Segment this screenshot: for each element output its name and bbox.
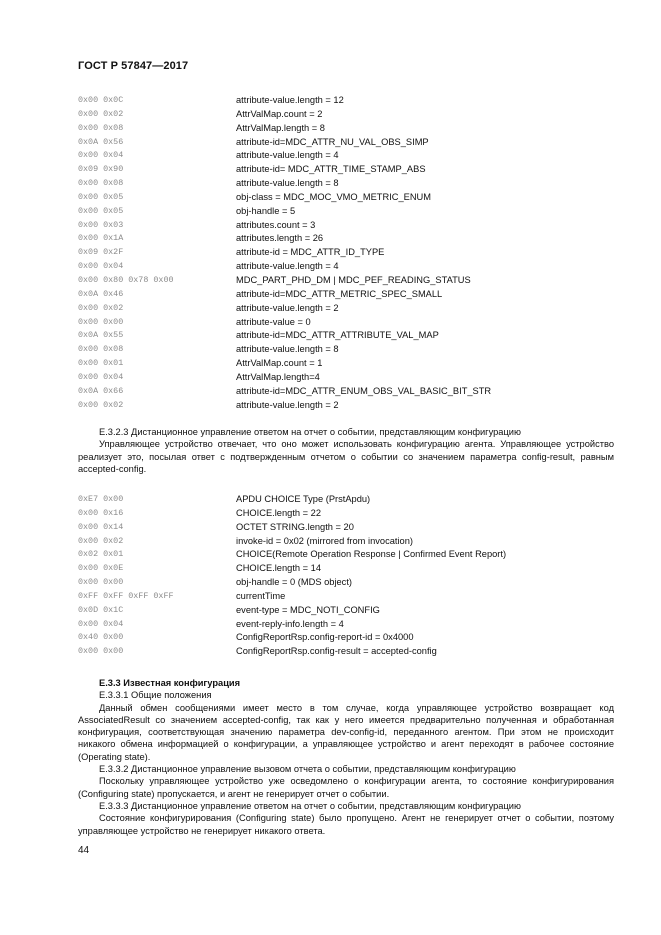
field-description: invoke-id = 0x02 (mirrored from invocation) bbox=[236, 535, 413, 546]
hex-bytes: 0x0A 0x46 bbox=[78, 288, 124, 299]
code-row bbox=[78, 302, 618, 316]
field-description: attribute-id=MDC_ATTR_ENUM_OBS_VAL_BASIC_BIT_STR bbox=[236, 385, 492, 396]
hex-bytes: 0x00 0x00 bbox=[78, 646, 124, 657]
field-description: currentTime bbox=[236, 590, 286, 601]
hex-bytes: 0x00 0x00 bbox=[78, 316, 124, 327]
code-row bbox=[78, 507, 618, 521]
document-header: ГОСТ Р 57847—2017 bbox=[78, 60, 189, 72]
field-description: attribute-id=MDC_ATTR_ATTRIBUTE_VAL_MAP bbox=[236, 330, 439, 341]
code-row bbox=[78, 399, 618, 413]
field-description: attributes.count = 3 bbox=[236, 219, 316, 230]
code-row bbox=[78, 645, 618, 659]
section-e323-heading: Е.3.2.3 Дистанционное управление ответом на отчет о событии, представляющим конфигурацию bbox=[99, 427, 521, 437]
code-row bbox=[78, 618, 618, 632]
field-description: ConfigReportRsp.config-result = accepted-config bbox=[236, 646, 437, 657]
field-description: APDU CHOICE Type (PrstApdu) bbox=[236, 494, 371, 504]
code-row bbox=[78, 246, 618, 260]
field-description: obj-handle = 5 bbox=[236, 205, 296, 216]
field-description: CHOICE.length = 14 bbox=[236, 563, 322, 574]
hex-bytes: 0x00 0x80 0x78 0x00 bbox=[78, 274, 174, 285]
section-e331-heading: Е.3.3.1 Общие положения bbox=[99, 690, 212, 701]
hex-bytes: 0x00 0x0C bbox=[78, 95, 124, 105]
code-row bbox=[78, 163, 618, 177]
field-description: AttrValMap.count = 2 bbox=[236, 108, 323, 119]
code-row bbox=[78, 108, 618, 122]
code-row bbox=[78, 122, 618, 136]
field-description: CHOICE.length = 22 bbox=[236, 507, 322, 518]
section-e323-body: Управляющее устройство отвечает, что оно может использовать конфигурацию агента. Управляющее устройство реализует это, посылая ответ с подтвержденным отчетом о событии со значением параметра config-result, равным accepted-config. bbox=[78, 439, 614, 474]
field-description: attribute-id=MDC_ATTR_METRIC_SPEC_SMALL bbox=[236, 288, 443, 299]
field-description: attribute-value.length = 4 bbox=[236, 261, 339, 272]
section-e331-body: Данный обмен сообщениями имеет место в том случае, когда управляющее устройство возвращает код AssociatedResult со значением accepted-config, так как у него имеется предварительно полученная и обработанная конфигурация, соответствующая значению параметра dev-config-id, переданного агентом. При этом не происходит никакого обмена информацией о конфигурации, а управляющее устройство и агент переходят в рабочее состояние (Operating state). bbox=[78, 702, 614, 762]
field-description: obj-class = MDC_MOC_VMO_METRIC_ENUM bbox=[236, 191, 432, 202]
code-row bbox=[78, 316, 618, 330]
code-row bbox=[78, 232, 618, 246]
hex-bytes: 0x00 0x04 bbox=[78, 150, 124, 161]
field-description: attribute-value.length = 8 bbox=[236, 344, 339, 355]
field-description: obj-handle = 0 (MDS object) bbox=[236, 577, 353, 588]
section-e33 bbox=[78, 677, 614, 837]
code-row bbox=[78, 631, 618, 645]
field-description: attribute-value.length = 4 bbox=[236, 150, 339, 161]
hex-bytes: 0xFF 0xFF 0xFF 0xFF bbox=[78, 590, 174, 601]
code-row bbox=[78, 493, 618, 507]
field-description: CHOICE(Remote Operation Response | Confirmed Event Report) bbox=[236, 549, 507, 560]
section-e332-heading: Е.3.3.2 Дистанционное управление вызовом отчета о событии, представляющим конфигурацию bbox=[99, 764, 516, 775]
hex-bytes: 0x00 0x04 bbox=[78, 371, 124, 382]
field-description: attribute-id = MDC_ATTR_ID_TYPE bbox=[236, 247, 385, 258]
hex-bytes: 0x00 0x04 bbox=[78, 261, 124, 272]
field-description: attribute-value.length = 2 bbox=[236, 302, 339, 313]
code-row bbox=[78, 590, 618, 604]
field-description: attribute-value = 0 bbox=[236, 316, 311, 327]
hex-bytes: 0x09 0x90 bbox=[78, 164, 124, 175]
hex-bytes: 0x00 0x05 bbox=[78, 205, 124, 216]
field-description: AttrValMap.length=4 bbox=[236, 371, 320, 382]
hex-bytes: 0x0A 0x66 bbox=[78, 385, 124, 396]
code-row bbox=[78, 94, 618, 108]
hex-bytes: 0x0D 0x1C bbox=[78, 604, 124, 615]
field-description: OCTET STRING.length = 20 bbox=[236, 521, 354, 532]
code-row bbox=[78, 343, 618, 357]
hex-bytes: 0x00 0x0E bbox=[78, 563, 124, 574]
code-row bbox=[78, 149, 618, 163]
hex-bytes: 0x00 0x04 bbox=[78, 618, 124, 629]
field-description: attribute-id= MDC_ATTR_TIME_STAMP_ABS bbox=[236, 164, 426, 175]
field-description: attribute-value.length = 2 bbox=[236, 399, 339, 410]
hex-bytes: 0x00 0x02 bbox=[78, 302, 124, 313]
hex-bytes: 0x00 0x08 bbox=[78, 344, 124, 355]
code-row bbox=[78, 288, 618, 302]
section-e33-heading: Е.3.3 Известная конфигурация bbox=[99, 678, 241, 688]
hex-bytes: 0x00 0x01 bbox=[78, 358, 124, 369]
hex-bytes: 0x0A 0x56 bbox=[78, 136, 124, 147]
field-description: attributes.length = 26 bbox=[236, 233, 324, 244]
hex-bytes: 0xE7 0x00 bbox=[78, 494, 124, 504]
hex-bytes: 0x00 0x02 bbox=[78, 535, 124, 546]
field-description: AttrValMap.count = 1 bbox=[236, 358, 323, 369]
code-row bbox=[78, 329, 618, 343]
hex-bytes: 0x09 0x2F bbox=[78, 247, 124, 258]
code-row bbox=[78, 136, 618, 150]
hex-bytes: 0x0A 0x55 bbox=[78, 330, 124, 341]
code-row bbox=[78, 205, 618, 219]
hex-bytes: 0x02 0x01 bbox=[78, 549, 124, 560]
field-description: AttrValMap.length = 8 bbox=[236, 122, 325, 133]
hex-bytes: 0x00 0x02 bbox=[78, 399, 124, 410]
code-row bbox=[78, 576, 618, 590]
section-e333-body: Состояние конфигурирования (Configuring state) было пропущено. Агент не генерирует отчет о событии, поэтому управляющее устройство не генерирует никакого ответа. bbox=[78, 813, 614, 836]
code-row bbox=[78, 385, 618, 399]
hex-bytes: 0x00 0x16 bbox=[78, 507, 124, 518]
code-row bbox=[78, 562, 618, 576]
hex-bytes: 0x00 0x1A bbox=[78, 233, 124, 244]
hex-bytes: 0x40 0x00 bbox=[78, 632, 124, 643]
code-block-1 bbox=[78, 94, 618, 412]
code-row bbox=[78, 219, 618, 233]
field-description: ConfigReportRsp.config-report-id = 0x4000 bbox=[236, 632, 414, 643]
hex-bytes: 0x00 0x14 bbox=[78, 521, 124, 532]
code-row bbox=[78, 371, 618, 385]
field-description: event-reply-info.length = 4 bbox=[236, 618, 344, 629]
hex-bytes: 0x00 0x00 bbox=[78, 577, 124, 588]
field-description: attribute-value.length = 8 bbox=[236, 178, 339, 189]
field-description: event-type = MDC_NOTI_CONFIG bbox=[236, 604, 380, 615]
section-e323 bbox=[78, 426, 614, 475]
hex-bytes: 0x00 0x02 bbox=[78, 108, 124, 119]
hex-bytes: 0x00 0x03 bbox=[78, 219, 124, 230]
hex-bytes: 0x00 0x05 bbox=[78, 191, 124, 202]
code-row bbox=[78, 260, 618, 274]
section-e333-heading: Е.3.3.3 Дистанционное управление ответом на отчет о событии, представляющим конфигурацию bbox=[99, 800, 521, 811]
code-row bbox=[78, 548, 618, 562]
section-e332-body: Поскольку управляющее устройство уже осведомлено о конфигурации агента, то состояние конфигурирования (Configuring state) пропускается, и агент не генерирует отчет о событии. bbox=[78, 776, 614, 799]
field-description: MDC_PART_PHD_DM | MDC_PEF_READING_STATUS bbox=[236, 274, 471, 285]
hex-bytes: 0x00 0x08 bbox=[78, 178, 124, 189]
code-block-2 bbox=[78, 493, 618, 659]
code-row bbox=[78, 274, 618, 288]
code-row bbox=[78, 604, 618, 618]
code-row bbox=[78, 521, 618, 535]
code-row bbox=[78, 191, 618, 205]
code-row bbox=[78, 357, 618, 371]
hex-bytes: 0x00 0x08 bbox=[78, 122, 124, 133]
code-row bbox=[78, 177, 618, 191]
field-description: attribute-value.length = 12 bbox=[236, 95, 344, 105]
page-number: 44 bbox=[78, 845, 90, 856]
code-row bbox=[78, 535, 618, 549]
field-description: attribute-id=MDC_ATTR_NU_VAL_OBS_SIMP bbox=[236, 136, 429, 147]
